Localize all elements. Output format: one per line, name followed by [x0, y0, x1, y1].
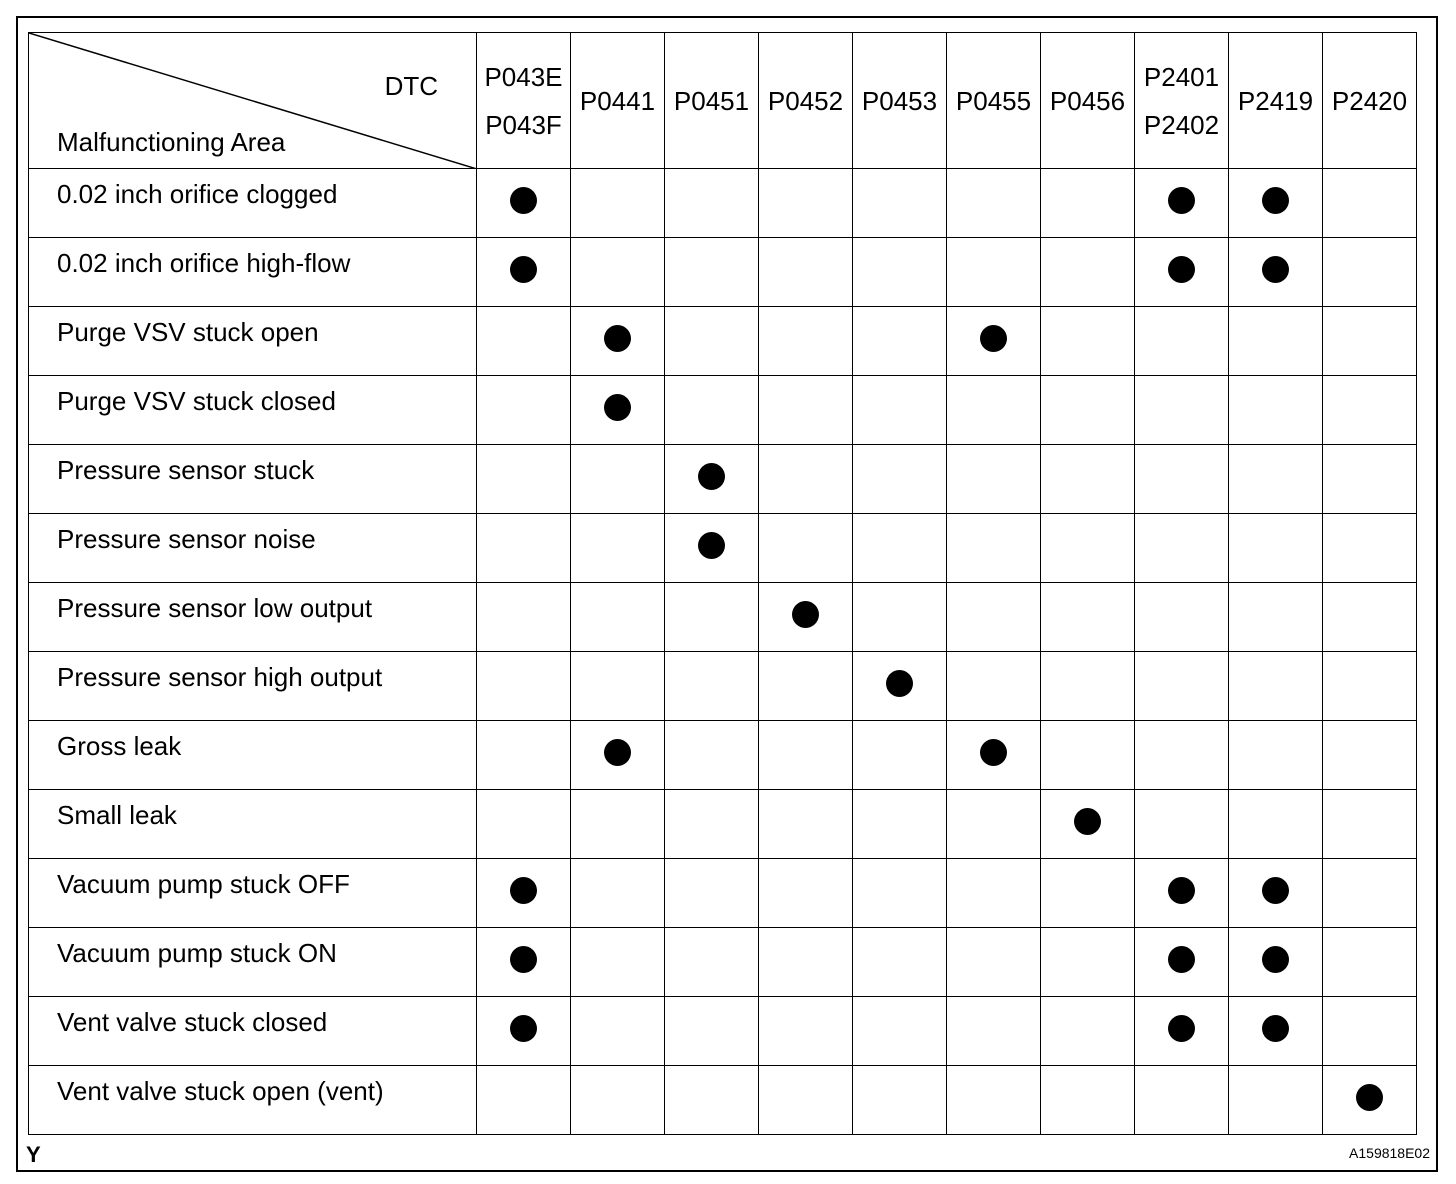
matrix-cell [665, 583, 759, 652]
applicable-dot-icon [510, 946, 537, 973]
matrix-cell [853, 445, 947, 514]
malfunction-area-cell: Pressure sensor noise [29, 514, 477, 583]
malfunction-area-cell: Vacuum pump stuck ON [29, 928, 477, 997]
matrix-cell [1323, 997, 1417, 1066]
dtc-matrix-table [28, 32, 1417, 1135]
malfunctioning-area-axis-label: Malfunctioning Area [57, 127, 286, 157]
matrix-cell [571, 445, 665, 514]
matrix-cell [1229, 376, 1323, 445]
matrix-cell [853, 583, 947, 652]
applicable-dot-icon [604, 394, 631, 421]
dtc-column-header [571, 33, 665, 169]
applicable-dot-icon [698, 463, 725, 490]
matrix-body [29, 169, 1417, 1135]
matrix-cell [571, 583, 665, 652]
applicable-dot-icon [510, 187, 537, 214]
applicable-dot-icon [1074, 808, 1101, 835]
matrix-cell [1323, 445, 1417, 514]
matrix-cell [571, 307, 665, 376]
matrix-cell [1323, 307, 1417, 376]
matrix-cell [853, 721, 947, 790]
matrix-cell [1229, 445, 1323, 514]
dtc-code-label: P2419 [1237, 85, 1314, 116]
matrix-cell [1041, 859, 1135, 928]
matrix-cell [759, 445, 853, 514]
applicable-dot-icon [1262, 1015, 1289, 1042]
matrix-cell [1135, 790, 1229, 859]
matrix-cell [665, 859, 759, 928]
matrix-cell [947, 652, 1041, 721]
matrix-cell [1135, 238, 1229, 307]
dtc-column-header [1041, 33, 1135, 169]
matrix-cell [853, 238, 947, 307]
malfunction-area-cell: 0.02 inch orifice high-flow [29, 238, 477, 307]
matrix-cell [1041, 997, 1135, 1066]
footer-left-mark: Y [26, 1142, 41, 1167]
matrix-cell [1323, 928, 1417, 997]
matrix-cell [759, 1066, 853, 1135]
malfunction-area-cell: Vacuum pump stuck OFF [29, 859, 477, 928]
matrix-cell [1135, 307, 1229, 376]
matrix-cell [477, 790, 571, 859]
matrix-cell [1135, 445, 1229, 514]
dtc-column-header [477, 33, 571, 169]
table-row [29, 928, 1417, 997]
dtc-code-label: P0441 [579, 85, 656, 116]
matrix-cell [571, 514, 665, 583]
matrix-cell [1041, 307, 1135, 376]
matrix-cell [477, 859, 571, 928]
matrix-cell [947, 376, 1041, 445]
matrix-cell [1041, 376, 1135, 445]
matrix-cell [665, 376, 759, 445]
table-row [29, 238, 1417, 307]
dtc-column-header [853, 33, 947, 169]
matrix-cell [477, 307, 571, 376]
matrix-cell [1041, 928, 1135, 997]
malfunction-area-cell: Purge VSV stuck open [29, 307, 477, 376]
applicable-dot-icon [1356, 1084, 1383, 1111]
applicable-dot-icon [510, 877, 537, 904]
matrix-cell [571, 790, 665, 859]
matrix-cell [1135, 376, 1229, 445]
matrix-cell [1229, 1066, 1323, 1135]
table-row [29, 790, 1417, 859]
dtc-column-header [665, 33, 759, 169]
matrix-cell [947, 445, 1041, 514]
matrix-cell [477, 652, 571, 721]
matrix-cell [477, 583, 571, 652]
matrix-cell [571, 859, 665, 928]
matrix-cell [665, 1066, 759, 1135]
dtc-column-header [1323, 33, 1417, 169]
malfunction-area-cell: Purge VSV stuck closed [29, 376, 477, 445]
matrix-cell [1041, 583, 1135, 652]
matrix-cell [1229, 721, 1323, 790]
matrix-cell [1229, 790, 1323, 859]
dtc-code-label: P2401 [1143, 61, 1220, 92]
matrix-cell [477, 445, 571, 514]
matrix-cell [1135, 514, 1229, 583]
matrix-cell [665, 169, 759, 238]
matrix-cell [1041, 1066, 1135, 1135]
matrix-cell [1041, 790, 1135, 859]
matrix-cell [853, 169, 947, 238]
matrix-cell [1229, 652, 1323, 721]
table-row [29, 997, 1417, 1066]
matrix-cell [665, 445, 759, 514]
matrix-cell [759, 514, 853, 583]
matrix-cell [1229, 514, 1323, 583]
applicable-dot-icon [1168, 946, 1195, 973]
dtc-code-label: P043F [485, 109, 562, 140]
applicable-dot-icon [1168, 187, 1195, 214]
matrix-cell [1323, 790, 1417, 859]
matrix-cell [1229, 583, 1323, 652]
matrix-cell [665, 238, 759, 307]
dtc-code-label: P0451 [673, 85, 750, 116]
applicable-dot-icon [980, 739, 1007, 766]
applicable-dot-icon [698, 532, 725, 559]
matrix-cell [1323, 1066, 1417, 1135]
matrix-cell [1041, 238, 1135, 307]
table-row [29, 1066, 1417, 1135]
matrix-cell [1323, 376, 1417, 445]
matrix-cell [947, 514, 1041, 583]
matrix-cell [759, 583, 853, 652]
dtc-code-label: P2420 [1331, 85, 1408, 116]
matrix-cell [571, 721, 665, 790]
matrix-cell [853, 997, 947, 1066]
matrix-cell [1229, 307, 1323, 376]
matrix-cell [665, 307, 759, 376]
applicable-dot-icon [1262, 877, 1289, 904]
matrix-cell [477, 997, 571, 1066]
matrix-cell [1135, 928, 1229, 997]
table-row [29, 169, 1417, 238]
table-row [29, 859, 1417, 928]
applicable-dot-icon [1262, 946, 1289, 973]
matrix-cell [947, 1066, 1041, 1135]
matrix-cell [477, 721, 571, 790]
matrix-cell [947, 859, 1041, 928]
dtc-code-label: P0453 [861, 85, 938, 116]
matrix-cell [947, 583, 1041, 652]
malfunction-area-cell: 0.02 inch orifice clogged [29, 169, 477, 238]
dtc-column-header [947, 33, 1041, 169]
matrix-cell [477, 238, 571, 307]
matrix-cell [1135, 652, 1229, 721]
matrix-cell [665, 514, 759, 583]
dtc-column-header [1135, 33, 1229, 169]
matrix-cell [1135, 997, 1229, 1066]
matrix-cell [571, 997, 665, 1066]
malfunction-area-cell: Pressure sensor high output [29, 652, 477, 721]
matrix-cell [1323, 514, 1417, 583]
applicable-dot-icon [1262, 256, 1289, 283]
matrix-cell [947, 307, 1041, 376]
dtc-code-label: P0455 [955, 85, 1032, 116]
table-row [29, 514, 1417, 583]
matrix-cell [1323, 238, 1417, 307]
applicable-dot-icon [510, 256, 537, 283]
matrix-cell [759, 928, 853, 997]
matrix-cell [665, 790, 759, 859]
applicable-dot-icon [1168, 1015, 1195, 1042]
matrix-cell [1041, 169, 1135, 238]
matrix-cell [853, 928, 947, 997]
matrix-cell [1229, 859, 1323, 928]
table-row [29, 307, 1417, 376]
applicable-dot-icon [1168, 877, 1195, 904]
matrix-cell [1323, 652, 1417, 721]
matrix-cell [1229, 928, 1323, 997]
dtc-code-label: P0456 [1049, 85, 1126, 116]
applicable-dot-icon [886, 670, 913, 697]
malfunction-area-cell: Vent valve stuck closed [29, 997, 477, 1066]
dtc-code-label: P0452 [767, 85, 844, 116]
matrix-cell [477, 169, 571, 238]
matrix-cell [853, 859, 947, 928]
malfunction-area-cell: Vent valve stuck open (vent) [29, 1066, 477, 1135]
table-row [29, 583, 1417, 652]
matrix-cell [1135, 583, 1229, 652]
matrix-cell [1229, 997, 1323, 1066]
dtc-axis-label: DTC [384, 71, 438, 101]
matrix-cell [853, 514, 947, 583]
matrix-cell [1041, 514, 1135, 583]
matrix-cell [665, 997, 759, 1066]
corner-header-cell [29, 33, 477, 169]
matrix-cell [1135, 169, 1229, 238]
matrix-cell [665, 721, 759, 790]
matrix-cell [947, 997, 1041, 1066]
applicable-dot-icon [604, 739, 631, 766]
matrix-cell [1041, 721, 1135, 790]
matrix-cell [571, 238, 665, 307]
dtc-column-header [759, 33, 853, 169]
header-row [29, 33, 1417, 169]
matrix-cell [853, 307, 947, 376]
matrix-cell [1229, 238, 1323, 307]
matrix-cell [1135, 859, 1229, 928]
matrix-cell [571, 928, 665, 997]
table-row [29, 721, 1417, 790]
applicable-dot-icon [1262, 187, 1289, 214]
matrix-cell [853, 652, 947, 721]
applicable-dot-icon [604, 325, 631, 352]
matrix-cell [759, 652, 853, 721]
matrix-cell [477, 376, 571, 445]
table-row [29, 652, 1417, 721]
matrix-cell [759, 997, 853, 1066]
malfunction-area-cell: Small leak [29, 790, 477, 859]
matrix-cell [571, 376, 665, 445]
matrix-cell [477, 928, 571, 997]
table-row [29, 445, 1417, 514]
matrix-cell [947, 790, 1041, 859]
matrix-cell [759, 238, 853, 307]
malfunction-area-cell: Pressure sensor low output [29, 583, 477, 652]
dtc-column-header [1229, 33, 1323, 169]
malfunction-area-cell: Gross leak [29, 721, 477, 790]
applicable-dot-icon [792, 601, 819, 628]
dtc-code-label: P043E [484, 61, 563, 92]
matrix-cell [853, 1066, 947, 1135]
matrix-cell [759, 307, 853, 376]
matrix-cell [947, 721, 1041, 790]
figure-code: A159818E02 [1349, 1145, 1430, 1161]
matrix-cell [759, 721, 853, 790]
matrix-cell [759, 790, 853, 859]
matrix-cell [947, 169, 1041, 238]
matrix-cell [759, 376, 853, 445]
matrix-cell [477, 1066, 571, 1135]
matrix-cell [571, 1066, 665, 1135]
matrix-cell [853, 790, 947, 859]
applicable-dot-icon [980, 325, 1007, 352]
matrix-cell [947, 928, 1041, 997]
matrix-cell [1323, 859, 1417, 928]
matrix-cell [1135, 1066, 1229, 1135]
matrix-cell [1323, 169, 1417, 238]
matrix-cell [1041, 652, 1135, 721]
matrix-cell [947, 238, 1041, 307]
applicable-dot-icon [1168, 256, 1195, 283]
matrix-cell [477, 514, 571, 583]
matrix-cell [1323, 583, 1417, 652]
matrix-cell [1041, 445, 1135, 514]
matrix-cell [759, 859, 853, 928]
matrix-cell [571, 169, 665, 238]
matrix-cell [571, 652, 665, 721]
dtc-code-label: P2402 [1143, 109, 1220, 140]
matrix-cell [1323, 721, 1417, 790]
matrix-cell [665, 652, 759, 721]
matrix-cell [665, 928, 759, 997]
applicable-dot-icon [510, 1015, 537, 1042]
matrix-cell [1135, 721, 1229, 790]
matrix-cell [759, 169, 853, 238]
malfunction-area-cell: Pressure sensor stuck [29, 445, 477, 514]
matrix-cell [1229, 169, 1323, 238]
matrix-cell [853, 376, 947, 445]
table-row [29, 376, 1417, 445]
